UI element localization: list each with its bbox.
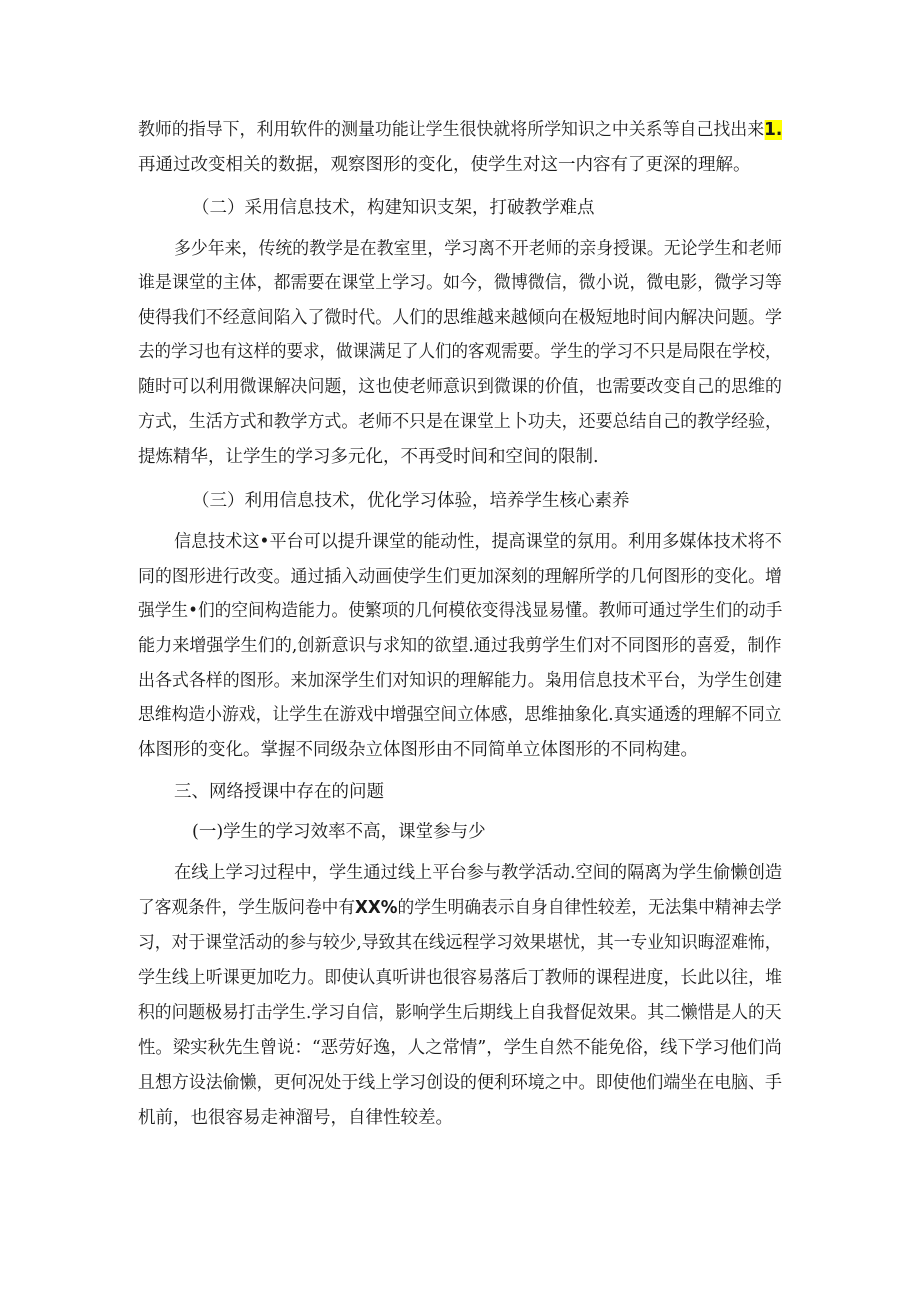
paragraph-text: 了客观条件，学生版问卷中有 — [138, 898, 356, 918]
paragraph-line: 思维构造小游戏，让学生在游戏中增强空间立体感，思维抽象化.真实通透的理解不同立 — [138, 705, 782, 725]
paragraph-line: 再通过改变相关的数据，观察图形的变化，使学生对这一内容有了更深的理解。 — [138, 155, 751, 175]
paragraph-line: 同的图形进行改变。通过插入动画使学生们更加深刻的理解所学的几何图形的变化。增 — [138, 567, 782, 587]
chapter-heading: 三、网络授课中存在的问题 — [174, 782, 384, 802]
paragraph-line — [138, 118, 782, 142]
paragraph-line: 随时可以利用微课解决问题，这也使老师意识到微课的价值，也需要改变自己的思维的 — [138, 377, 782, 397]
paragraph-line: 习，对于课堂活动的参与较少,导致其在线远程学习效果堪忧，其一专业知识晦涩难怖， — [138, 933, 782, 953]
paragraph-line: 出各式各样的图形。来加深学生们对知识的理解能力。枭用信息技术平台，为学生创建 — [138, 671, 782, 691]
paragraph-line: 谁是课堂的主体，都需要在课堂上学习。如今，微博微信，微小说，微电影，微学习等 — [138, 273, 782, 293]
highlighted-number: 1. — [764, 120, 783, 140]
paragraph-line: 多少年来，传统的教学是在教室里，学习离不开老师的亲身授课。无论学生和老师 — [174, 239, 783, 259]
paragraph-line: 信息技术这•平台可以提升课堂的能动性，提高课堂的氛用。利用多媒体技术将不 — [174, 532, 782, 552]
section-heading: （二）采用信息技术，构建知识支架，打破教学难点 — [192, 198, 595, 218]
paragraph-line: 方式，生活方式和教学方式。老师不只是在课堂上卜功夫，还要总结自己的教学经验， — [138, 412, 782, 432]
section-heading: (一)学生的学习效率不高，课堂参与少 — [192, 822, 486, 842]
section-heading: （三）利用信息技术，优化学习体验，培养学生核心素养 — [192, 491, 630, 511]
paragraph-line: 在线上学习过程中，学生通过线上平台参与教学活动.空间的隔离为学生偷懒创造 — [174, 863, 783, 883]
paragraph-line: 能力来增强学生们的,创新意识与求知的欲望.通过我剪学生们对不同图形的喜爱，制作 — [138, 636, 782, 656]
paragraph-line: 且想方设法偷懒，更何况处于线上学习创设的便利环境之中。即使他们端坐在电脑、手 — [138, 1073, 782, 1093]
paragraph-line: 性。梁实秋先生曾说：“恶劳好逸，人之常情”，学生自然不能免俗，线下学习他们尚 — [138, 1038, 782, 1058]
paragraph-text: 教师的指导下，利用软件的测量功能让学生很快就将所学知识之中关系等自己找出来 — [138, 120, 765, 140]
paragraph-line: 去的学习也有这样的要求，做课满足了人们的客观需要。学生的学习不只是局限在学校， — [138, 342, 782, 362]
percentage-placeholder: XX% — [355, 898, 398, 918]
paragraph-line: 机前，也很容易走神溜号，自律性较差。 — [138, 1108, 453, 1128]
paragraph-line: 使得我们不经意间陷入了微时代。人们的思维越来越倾向在极短地时间内解决问题。学 — [138, 308, 782, 328]
paragraph-line — [138, 896, 782, 920]
paragraph-line: 积的问题极易打击学生.学习自信，影响学生后期线上自我督促效果。其二懒惜是人的天 — [138, 1003, 782, 1023]
paragraph-line: 体图形的变化。掌握不同级杂立体图形由不同简单立体图形的不同构建。 — [138, 740, 698, 760]
paragraph-line: 学生线上听课更加吃力。即使认真听讲也很容易落后丁教师的课程进度，长此以往，堆 — [138, 968, 782, 988]
paragraph-line: 提炼精华，让学生的学习多元化，不再受时间和空间的限制. — [138, 447, 599, 467]
paragraph-text: 的学生明确表示自身自律性较差，无法集中精神去学 — [397, 898, 782, 918]
paragraph-line: 强学生•们的空间构造能力。使繁项的几何模依变得浅显易懂。教师可通过学生们的动手 — [138, 601, 783, 621]
